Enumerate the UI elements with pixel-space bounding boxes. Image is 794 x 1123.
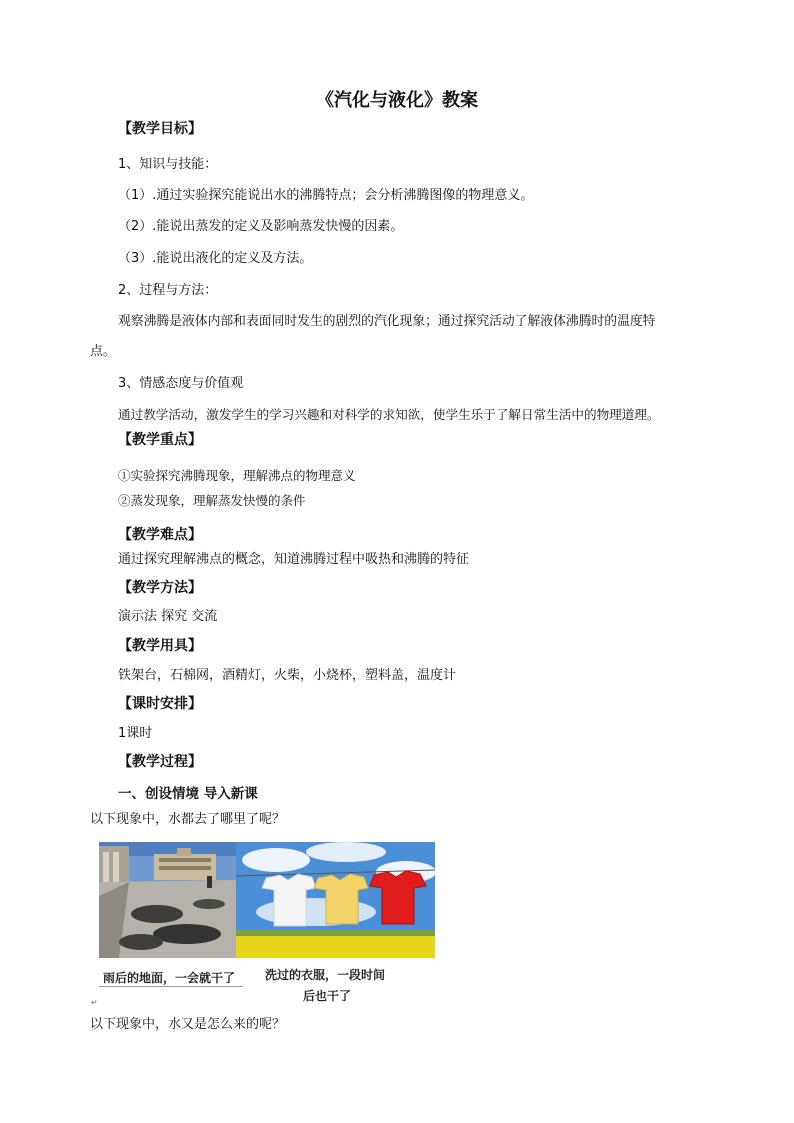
section-difficulties: 【教学难点】 (118, 527, 202, 543)
goal-2-line-1: 观察沸腾是液体内部和表面同时发生的剧烈的汽化现象；通过探究活动了解液体沸腾时的温度特 (118, 314, 656, 329)
document-title: 《汽化与液化》教案 (316, 90, 478, 111)
caption-drying-clothes-2: 后也干了 (303, 989, 352, 1003)
process-question-2: 以下现象中，水又是怎么来的呢？ (90, 1017, 286, 1032)
methods-text: 演示法 探究 交流 (118, 609, 218, 624)
section-methods: 【教学方法】 (118, 580, 202, 596)
caption-wet-ground: 雨后的地面，一会就干了 (103, 971, 236, 985)
drying-clothes-photo (236, 842, 435, 958)
schedule-text: 1课时 (118, 726, 153, 741)
process-step-1: 一、创设情境 导入新课 (118, 786, 258, 802)
difficulties-text: 通过探究理解沸点的概念，知道沸腾过程中吸热和沸腾的特征 (118, 552, 470, 567)
goal-2-title: 2、过程与方法： (118, 283, 218, 298)
section-schedule: 【课时安排】 (118, 696, 202, 712)
section-tools: 【教学用具】 (118, 638, 202, 654)
key-point-1: ①实验探究沸腾现象，理解沸点的物理意义 (118, 468, 356, 483)
process-question-1: 以下现象中，水都去了哪里了呢？ (90, 812, 286, 827)
goal-1-item-3: （3）.能说出液化的定义及方法。 (118, 251, 313, 266)
tools-text: 铁架台，石棉网，酒精灯，火柴，小烧杯，塑料盖，温度计 (118, 668, 457, 683)
goal-1-item-1: （1）.通过实验探究能说出水的沸腾特点；会分析沸腾图像的物理意义。 (118, 188, 534, 203)
caption-drying-clothes-1: 洗过的衣服，一段时间 (265, 968, 386, 982)
goal-3-text: 通过教学活动，激发学生的学习兴趣和对科学的求知欲，使学生乐于了解日常生活中的物理道理。 (118, 407, 660, 422)
key-point-2: ②蒸发现象，理解蒸发快慢的条件 (118, 493, 306, 508)
section-process: 【教学过程】 (118, 754, 202, 770)
goal-1-title: 1、知识与技能： (118, 157, 218, 172)
section-goals: 【教学目标】 (118, 121, 202, 137)
paragraph-mark-icon: ↵ (91, 998, 98, 1007)
section-key-points: 【教学重点】 (118, 432, 202, 448)
goal-1-item-2: （2）.能说出蒸发的定义及影响蒸发快慢的因素。 (118, 219, 404, 234)
wet-ground-photo (99, 842, 236, 958)
caption-underline (99, 986, 243, 987)
goal-2-line-2: 点。 (90, 344, 117, 359)
goal-3-title: 3、情感态度与价值观 (118, 376, 244, 391)
